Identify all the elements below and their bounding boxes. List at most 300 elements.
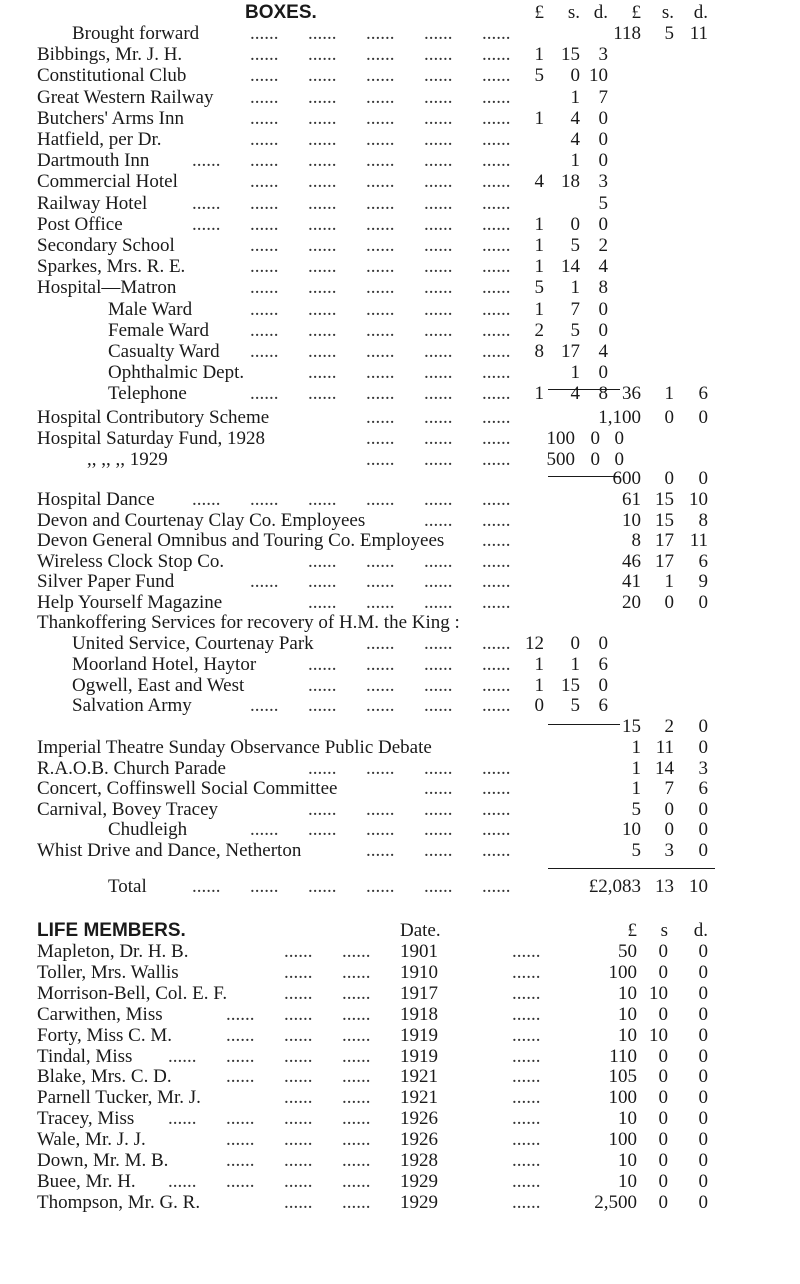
member-amt-leader: ...... — [512, 1108, 541, 1130]
line-leader: ...... — [308, 362, 337, 384]
line-label: Devon General Omnibus and Touring Co. Employees — [37, 530, 445, 551]
member-pounds: 10 — [618, 1108, 637, 1130]
amount-pence: 4 — [598, 256, 608, 278]
subtotal-shillings: 2 — [664, 716, 674, 737]
member-name: Buee, Mr. H. — [37, 1170, 136, 1192]
amount-shillings: 0 — [664, 407, 674, 428]
life-members-title: LIFE MEMBERS. — [37, 920, 186, 941]
amount-pence: 0 — [598, 129, 608, 150]
amount-pounds: 1 — [534, 256, 544, 278]
amount-pence: 8 — [598, 383, 608, 405]
total-rule — [548, 868, 715, 869]
line-leader: ...... — [366, 298, 395, 320]
amount-pence: 0 — [598, 150, 608, 172]
line-label: Wireless Clock Stop Co. — [37, 550, 225, 572]
line-leader: ...... — [308, 235, 337, 256]
lines2-leader: ...... — [366, 591, 395, 613]
member-date: 1921 — [400, 1087, 438, 1109]
line-label: Moorland Hotel, Haytor — [72, 653, 257, 675]
line-label: Help Yourself Magazine — [37, 591, 223, 613]
total-shillings: 13 — [655, 876, 674, 897]
member-pence: 0 — [698, 982, 708, 1004]
hsf1929-leader: ...... — [424, 449, 453, 470]
amount-shillings: 0 — [570, 65, 580, 87]
amount-pounds: 100 — [546, 428, 575, 449]
amount-pounds: 1 — [534, 107, 544, 129]
subtotal-pence: 0 — [698, 468, 708, 489]
line-leader: ...... — [366, 107, 395, 129]
member-pounds: 10 — [618, 1150, 637, 1171]
lines2-leader: ...... — [366, 550, 395, 572]
member-amt-leader: ...... — [512, 1087, 541, 1109]
amount-pence: 11 — [689, 530, 708, 551]
amount-pounds: 61 — [622, 489, 641, 510]
member-leader: ...... — [342, 1024, 371, 1046]
line-leader: ...... — [482, 362, 511, 384]
line-leader: ...... — [424, 171, 453, 193]
line-leader: ...... — [308, 150, 337, 172]
amount-shillings: 0 — [570, 213, 580, 235]
line-label: Ogwell, East and West — [72, 674, 245, 696]
member-leader: ...... — [342, 1087, 371, 1109]
amount-pounds: 1 — [534, 653, 544, 675]
line-label: Commercial Hotel — [37, 171, 178, 193]
line-leader: ...... — [308, 23, 337, 44]
total-leader: ...... — [424, 876, 453, 897]
amount-pence: 0 — [598, 633, 608, 654]
lines2-leader: ...... — [482, 571, 511, 592]
line-leader: ...... — [366, 277, 395, 299]
subtotal-pence: 0 — [698, 716, 708, 737]
member-pounds: 105 — [608, 1066, 637, 1088]
amount-pence: 0 — [598, 107, 608, 129]
amount-pence: 0 — [698, 737, 708, 758]
hsf1928-leader: ...... — [482, 428, 511, 449]
member-pounds: 10 — [618, 1170, 637, 1192]
subtotal-shillings: 1 — [664, 383, 674, 404]
amount-pence: 10 — [589, 65, 608, 87]
member-pounds: 100 — [608, 1129, 637, 1151]
member-leader: ...... — [284, 961, 313, 983]
member-name: Tindal, Miss — [37, 1045, 133, 1067]
thankoffering-leader: ...... — [366, 633, 395, 654]
line-label: Bibbings, Mr. J. H. — [37, 44, 183, 66]
thankoffering-leader: ...... — [366, 653, 395, 675]
line-leader: ...... — [250, 171, 279, 193]
amount-shillings: 5 — [664, 23, 674, 44]
line-leader: ...... — [482, 341, 511, 362]
line-label: Devon and Courtenay Clay Co. Employees — [37, 509, 366, 531]
line-leader: ...... — [424, 44, 453, 66]
member-leader: ...... — [284, 982, 313, 1004]
line-leader: ...... — [482, 86, 511, 108]
member-name: Thompson, Mr. G. R. — [37, 1191, 201, 1213]
member-date: 1929 — [400, 1191, 438, 1213]
amount-pence: 3 — [698, 757, 708, 779]
line-leader: ...... — [250, 23, 279, 44]
member-date: 1917 — [400, 982, 438, 1004]
member-pence: 0 — [698, 1150, 708, 1171]
thankoffering-leader: ...... — [308, 674, 337, 696]
line-label: Brought forward — [72, 23, 200, 44]
line-leader: ...... — [308, 256, 337, 278]
member-date: 1926 — [400, 1108, 438, 1130]
amount-pence: 3 — [598, 44, 608, 66]
line-label: Constitutional Club — [37, 65, 187, 87]
member-shillings: 0 — [658, 1003, 668, 1025]
line-leader: ...... — [366, 65, 395, 87]
subtotal-rule — [548, 389, 620, 390]
member-amt-leader: ...... — [512, 1191, 541, 1213]
amount-pence: 6 — [598, 695, 608, 717]
line-label: Chudleigh — [108, 819, 188, 841]
column-header: s. — [567, 2, 580, 23]
member-leader: ...... — [284, 1129, 313, 1151]
member-name: Down, Mr. M. B. — [37, 1150, 169, 1171]
member-leader: ...... — [284, 1150, 313, 1171]
amount-shillings: 11 — [655, 737, 674, 758]
line-leader: ...... — [366, 383, 395, 405]
line-leader: ...... — [308, 129, 337, 150]
member-leader: ...... — [168, 1108, 197, 1130]
amount-shillings: 14 — [655, 757, 674, 779]
amount-pounds: 46 — [622, 550, 641, 572]
amount-shillings: 7 — [664, 778, 674, 800]
lines3-leader: ...... — [424, 798, 453, 820]
amount-pounds: 1 — [534, 298, 544, 320]
line-leader: ...... — [250, 107, 279, 129]
thankoffering-leader: ...... — [424, 633, 453, 654]
amount-pounds: 1 — [534, 383, 544, 405]
thankoffering-leader: ...... — [424, 674, 453, 696]
lines3-leader: ...... — [308, 798, 337, 820]
lines3-leader: ...... — [482, 819, 511, 841]
amount-pounds: 4 — [534, 171, 544, 193]
amount-pence: 8 — [598, 277, 608, 299]
lines2-leader: ...... — [424, 591, 453, 613]
line-leader: ...... — [482, 319, 511, 341]
member-leader: ...... — [284, 1108, 313, 1130]
member-leader: ...... — [226, 1150, 255, 1171]
amount-pence: 8 — [698, 509, 708, 531]
amount-shillings: 1 — [570, 86, 580, 108]
member-leader: ...... — [342, 1108, 371, 1130]
line-label: Hospital Saturday Fund, 1928 — [37, 428, 265, 449]
member-shillings: 0 — [658, 1108, 668, 1130]
line-leader: ...... — [482, 107, 511, 129]
line-label: Female Ward — [108, 319, 210, 341]
line-leader: ...... — [250, 192, 279, 214]
line-leader: ...... — [424, 235, 453, 256]
member-name: Blake, Mrs. C. D. — [37, 1066, 172, 1088]
lines2-leader: ...... — [366, 489, 395, 510]
lines2-leader: ...... — [250, 489, 279, 510]
amount-shillings: 0 — [590, 428, 600, 449]
line-leader: ...... — [424, 341, 453, 362]
member-pounds: 10 — [618, 982, 637, 1004]
amount-pence: 0 — [598, 298, 608, 320]
line-leader: ...... — [366, 44, 395, 66]
amount-shillings: 15 — [561, 674, 580, 696]
member-leader: ...... — [342, 1170, 371, 1192]
line-leader: ...... — [308, 86, 337, 108]
amount-pence: 0 — [598, 362, 608, 384]
column-header: s — [660, 920, 668, 941]
member-leader: ...... — [284, 1170, 313, 1192]
member-leader: ...... — [284, 1045, 313, 1067]
amount-shillings: 5 — [570, 235, 580, 256]
amount-pounds: 1 — [631, 737, 641, 758]
member-date: 1919 — [400, 1024, 438, 1046]
amount-pence: 0 — [698, 591, 708, 613]
lines3-leader: ...... — [424, 778, 453, 800]
lines3-leader: ...... — [424, 757, 453, 779]
amount-shillings: 4 — [570, 107, 580, 129]
column-header: £ — [627, 920, 637, 941]
amount-shillings: 5 — [570, 695, 580, 717]
member-name: Toller, Mrs. Wallis — [37, 961, 179, 983]
line-leader: ...... — [482, 171, 511, 193]
line-leader: ...... — [366, 341, 395, 362]
line-label: Hatfield, per Dr. — [37, 129, 162, 150]
line-leader: ...... — [308, 319, 337, 341]
line-leader: ...... — [482, 235, 511, 256]
amount-pounds: 10 — [622, 819, 641, 841]
line-leader: ...... — [424, 129, 453, 150]
amount-shillings: 4 — [570, 383, 580, 405]
line-leader: ...... — [482, 256, 511, 278]
amount-pounds: 0 — [534, 695, 544, 717]
line-leader: ...... — [366, 362, 395, 384]
lines3-leader: ...... — [250, 819, 279, 841]
line-leader: ...... — [250, 298, 279, 320]
member-pence: 0 — [698, 1108, 708, 1130]
line-leader: ...... — [482, 23, 511, 44]
lines2-leader: ...... — [308, 550, 337, 572]
amount-pounds: 1 — [534, 235, 544, 256]
amount-pounds: 2 — [534, 319, 544, 341]
amount-pence: 0 — [698, 840, 708, 861]
subtotal-rule — [548, 476, 620, 477]
amount-pence: 0 — [598, 319, 608, 341]
member-leader: ...... — [284, 1024, 313, 1046]
member-leader: ...... — [342, 1191, 371, 1213]
amount-shillings: 7 — [570, 298, 580, 320]
column-header: s. — [661, 2, 674, 23]
member-name: Wale, Mr. J. J. — [37, 1129, 146, 1151]
member-date: 1929 — [400, 1170, 438, 1192]
lines2-leader: ...... — [250, 571, 279, 592]
total-leader: ...... — [308, 876, 337, 897]
member-leader: ...... — [284, 1066, 313, 1088]
member-name: Parnell Tucker, Mr. J. — [37, 1087, 201, 1109]
lines2-leader: ...... — [482, 509, 511, 531]
line-leader: ...... — [424, 319, 453, 341]
lines2-leader: ...... — [482, 591, 511, 613]
amount-shillings: 14 — [561, 256, 580, 278]
column-header: £ — [534, 2, 544, 23]
thankoffering-leader: ...... — [308, 695, 337, 717]
line-label: Great Western Railway — [37, 86, 214, 108]
amount-pounds: 5 — [631, 798, 641, 820]
subtotal-shillings: 0 — [664, 468, 674, 489]
member-pounds: 100 — [608, 961, 637, 983]
line-leader: ...... — [308, 65, 337, 87]
line-leader: ...... — [308, 171, 337, 193]
amount-shillings: 4 — [570, 129, 580, 150]
hcs-leader: ...... — [424, 407, 453, 428]
member-pence: 0 — [698, 1170, 708, 1192]
line-leader: ...... — [482, 192, 511, 214]
total-leader: ...... — [250, 876, 279, 897]
amount-pence: 0 — [614, 428, 624, 449]
thankoffering-leader: ...... — [366, 674, 395, 696]
line-leader: ...... — [424, 86, 453, 108]
member-leader: ...... — [226, 1045, 255, 1067]
lines3-leader: ...... — [482, 757, 511, 779]
line-leader: ...... — [482, 44, 511, 66]
amount-pence: 0 — [698, 407, 708, 428]
lines2-leader: ...... — [482, 530, 511, 551]
total-pence: 10 — [689, 876, 708, 897]
amount-pounds: 8 — [534, 341, 544, 362]
boxes-title: BOXES. — [245, 2, 317, 23]
line-label: Casualty Ward — [108, 341, 220, 362]
line-label: Whist Drive and Dance, Netherton — [37, 840, 302, 861]
lines2-leader: ...... — [482, 489, 511, 510]
line-leader: ...... — [308, 277, 337, 299]
member-shillings: 0 — [658, 1150, 668, 1171]
member-shillings: 0 — [658, 961, 668, 983]
line-label: Butchers' Arms Inn — [37, 107, 184, 129]
line-label: Male Ward — [108, 298, 193, 320]
amount-shillings: 0 — [664, 819, 674, 841]
member-date: 1928 — [400, 1150, 438, 1171]
lines2-leader: ...... — [482, 550, 511, 572]
thankoffering-leader: ...... — [482, 653, 511, 675]
line-leader: ...... — [424, 192, 453, 214]
line-leader: ...... — [250, 235, 279, 256]
lines2-leader: ...... — [424, 571, 453, 592]
member-pence: 0 — [698, 961, 708, 983]
line-leader: ...... — [308, 383, 337, 405]
lines2-leader: ...... — [308, 591, 337, 613]
amount-pounds: 5 — [534, 277, 544, 299]
lines3-leader: ...... — [366, 819, 395, 841]
amount-pence: 0 — [598, 674, 608, 696]
member-leader: ...... — [342, 1129, 371, 1151]
line-leader: ...... — [308, 192, 337, 214]
lines2-leader: ...... — [424, 509, 453, 531]
amount-pence: 0 — [698, 819, 708, 841]
amount-shillings: 0 — [664, 591, 674, 613]
member-amt-leader: ...... — [512, 941, 541, 962]
member-pence: 0 — [698, 1129, 708, 1151]
subtotal-pence: 6 — [698, 383, 708, 404]
member-pounds: 110 — [609, 1045, 637, 1067]
line-label: ,, ,, ,, 1929 — [87, 449, 168, 470]
member-date: 1926 — [400, 1129, 438, 1151]
line-leader: ...... — [308, 107, 337, 129]
member-pounds: 2,500 — [594, 1191, 637, 1213]
total-leader: ...... — [366, 876, 395, 897]
amount-shillings: 0 — [664, 798, 674, 820]
amount-pounds: 118 — [613, 23, 641, 44]
thankoffering-leader: ...... — [424, 653, 453, 675]
lines3-leader: ...... — [482, 778, 511, 800]
lines2-leader: ...... — [308, 571, 337, 592]
member-leader: ...... — [342, 1150, 371, 1171]
line-leader: ...... — [424, 65, 453, 87]
member-shillings: 0 — [658, 1066, 668, 1088]
line-leader: ...... — [366, 256, 395, 278]
line-leader: ...... — [482, 65, 511, 87]
line-leader: ...... — [366, 171, 395, 193]
member-date: 1921 — [400, 1066, 438, 1088]
line-leader: ...... — [482, 129, 511, 150]
subtotal-pounds: 15 — [622, 716, 641, 737]
amount-shillings: 1 — [664, 571, 674, 592]
column-header: d. — [593, 2, 608, 23]
lines3-leader: ...... — [366, 840, 395, 861]
amount-pounds: 12 — [525, 633, 544, 654]
thankoffering-leader: ...... — [308, 653, 337, 675]
member-leader: ...... — [226, 1024, 255, 1046]
line-leader: ...... — [250, 65, 279, 87]
line-leader: ...... — [482, 213, 511, 235]
member-name: Tracey, Miss — [37, 1108, 135, 1130]
amount-pence: 6 — [698, 778, 708, 800]
line-leader: ...... — [250, 256, 279, 278]
lines3-leader: ...... — [308, 757, 337, 779]
lines2-leader: ...... — [424, 550, 453, 572]
line-leader: ...... — [308, 213, 337, 235]
amount-pounds: 500 — [546, 449, 575, 470]
line-leader: ...... — [366, 213, 395, 235]
line-leader: ...... — [482, 298, 511, 320]
member-amt-leader: ...... — [512, 961, 541, 983]
member-name: Carwithen, Miss — [37, 1003, 163, 1025]
line-label: Hospital—Matron — [37, 277, 177, 299]
member-shillings: 0 — [658, 1087, 668, 1109]
amount-shillings: 17 — [655, 530, 674, 551]
lines3-leader: ...... — [308, 819, 337, 841]
subtotal-pounds: 600 — [612, 468, 641, 489]
thankoffering-leader: ...... — [424, 695, 453, 717]
hsf1928-leader: ...... — [366, 428, 395, 449]
hcs-leader: ...... — [366, 407, 395, 428]
member-amt-leader: ...... — [512, 1150, 541, 1171]
member-leader: ...... — [226, 1170, 255, 1192]
line-leader: ...... — [482, 150, 511, 172]
member-leader: ...... — [342, 1003, 371, 1025]
amount-pence: 5 — [598, 192, 608, 214]
member-leader: ...... — [168, 1170, 197, 1192]
line-label: Concert, Coffinswell Social Committee — [37, 778, 338, 800]
line-label: Dartmouth Inn — [37, 150, 150, 172]
amount-pence: 3 — [598, 171, 608, 193]
lines3-leader: ...... — [482, 798, 511, 820]
member-pence: 0 — [698, 1066, 708, 1088]
thankoffering-leader: ...... — [366, 695, 395, 717]
member-pence: 0 — [698, 1191, 708, 1213]
member-leader: ...... — [342, 982, 371, 1004]
line-leader: ...... — [250, 86, 279, 108]
member-leader: ...... — [342, 961, 371, 983]
subtotal-pounds: 36 — [622, 383, 641, 404]
line-leader: ...... — [308, 341, 337, 362]
member-leader: ...... — [342, 1066, 371, 1088]
